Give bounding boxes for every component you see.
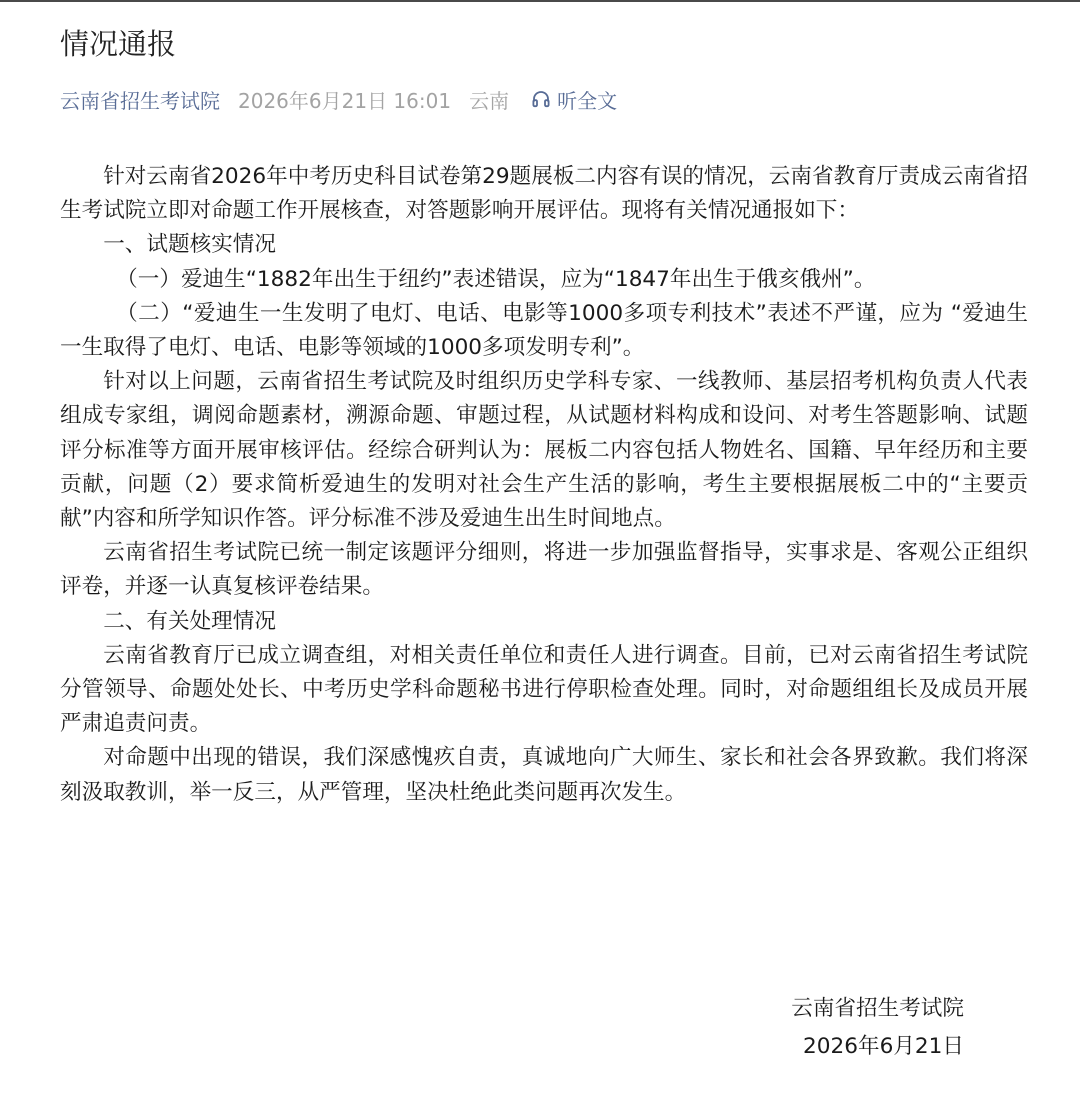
listen-label: 听全文 [557, 88, 618, 113]
paragraph-review: 针对以上问题，云南省招生考试院及时组织历史学科专家、一线教师、基层招考机构负责人代表组成专家组，调阅命题素材，溯源命题、审题过程，从试题材料构成和设问、对考生答题影响、试题评分标准等方面开展审核评估。经综合研判认为：展板二内容包括人物姓名、国籍、早年经历和主要贡献，问题（2）要求简析爱迪生的发明对社会生产生活的影响，考生主要根据展板二中的“主要贡献”内容和所学知识作答。评分标准不涉及爱迪生出生时间地点。 [60, 369, 1028, 532]
publish-location: 云南 [469, 88, 510, 113]
headphones-icon [531, 89, 551, 109]
paragraph-item-1: （一）爱迪生“1882年出生于纽约”表述错误，应为“1847年出生于俄亥俄州”。 [116, 266, 876, 292]
section-heading-verification: 一、试题核实情况 [103, 232, 276, 258]
article-meta [60, 82, 617, 116]
article-body [60, 160, 1028, 810]
listen-full-text-button[interactable] [531, 85, 617, 114]
top-divider [0, 0, 1080, 2]
paragraph-investigation: 云南省教育厅已成立调查组，对相关责任单位和责任人进行调查。目前，已对云南省招生考试院分管领导、命题处处长、中考历史学科命题秘书进行停职检查处理。同时，对命题组组长及成员开展严肃追责问责。 [60, 642, 1028, 737]
account-name-link[interactable]: 云南省招生考试院 [60, 88, 220, 113]
paragraph-apology: 对命题中出现的错误，我们深感愧疚自责，真诚地向广大师生、家长和社会各界致歉。我们将深刻汲取教训，举一反三，从严管理，坚决杜绝此类问题再次发生。 [60, 745, 1028, 805]
paragraph-intro: 针对云南省2026年中考历史科目试卷第29题展板二内容有误的情况，云南省教育厅责成云南省招生考试院立即对命题工作开展核查，对答题影响开展评估。现将有关情况通报如下： [60, 164, 1028, 224]
article-title: 情况通报 [60, 27, 177, 61]
signature-organization: 云南省招生考试院 [791, 996, 964, 1021]
paragraph-grading: 云南省招生考试院已统一制定该题评分细则，将进一步加强监督指导，实事求是、客观公正组织评卷，并逐一认真复核评卷结果。 [60, 540, 1028, 600]
publish-time: 2026年6月21日 16:01 [238, 88, 452, 113]
paragraph-item-2: （二）“爱迪生一生发明了电灯、电话、电影等1000多项专利技术”表述不严谨，应为 “爱迪生一生取得了电灯、电话、电影等领域的1000多项发明专利”。 [60, 300, 1028, 361]
signature-date: 2026年6月21日 [803, 1034, 964, 1059]
section-heading-handling: 二、有关处理情况 [103, 608, 276, 634]
